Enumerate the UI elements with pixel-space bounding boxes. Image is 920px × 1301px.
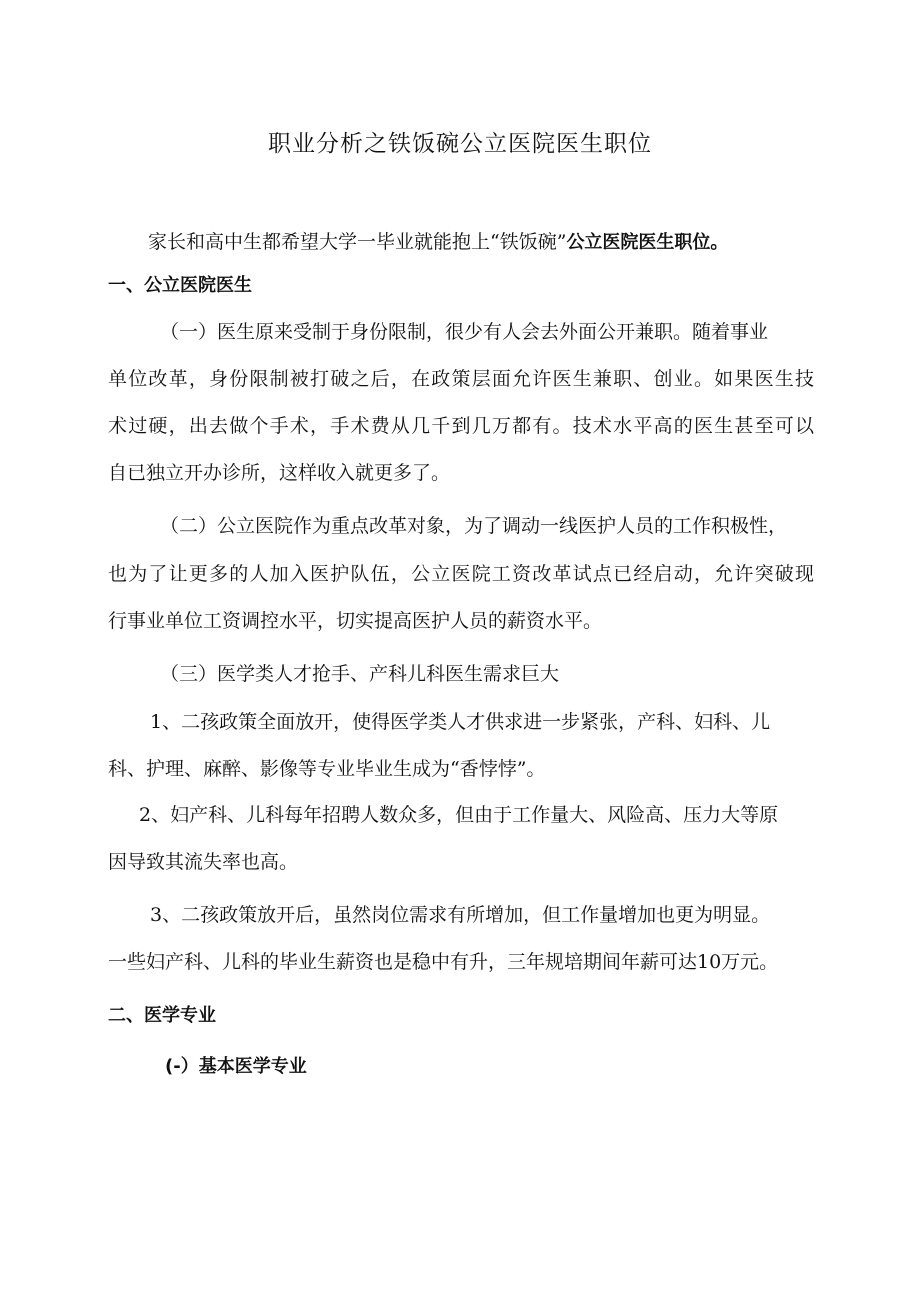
section2-heading: 二、医学专业 bbox=[108, 1005, 216, 1026]
section1-item1-line: 科、护理、麻醉、影像等专业毕业生成为“香悖悖”。 bbox=[108, 758, 546, 780]
section1-para1-line: 术过硬，出去做个手术，手术费从几千到几万都有。技术水平高的医生甚至可以 bbox=[108, 415, 814, 437]
section1-para1-line: 单位改革，身份限制被打破之后，在政策层面允许医生兼职、创业。如果医生技 bbox=[108, 368, 814, 390]
document-title: 职业分析之铁饭碗公立医院医生职位 bbox=[268, 131, 652, 157]
section1-para1-line: 自已独立开办诊所，这样收入就更多了。 bbox=[108, 462, 451, 484]
intro-bold-text: 公立医院医生职位。 bbox=[566, 232, 729, 253]
section1-item1-line: 1、二孩政策全面放开，使得医学类人才供求进一步紧张，产科、妇科、儿 bbox=[150, 711, 771, 733]
section1-item2-line: 2、妇产科、儿科每年招聘人数众多，但由于工作量大、风险高、压力大等原 bbox=[139, 804, 779, 826]
intro-paragraph bbox=[148, 228, 728, 257]
section1-para3: （三）医学类人才抢手、产科儿科医生需求巨大 bbox=[160, 663, 560, 685]
section1-para2-line: （二）公立医院作为重点改革对象，为了调动一线医护人员的工作积极性， bbox=[160, 515, 788, 537]
section1-heading: 一、公立医院医生 bbox=[108, 275, 252, 296]
section1-item2-line: 因导致其流失率也高。 bbox=[108, 851, 299, 873]
intro-text: 家长和高中生都希望大学一毕业就能抱上“铁饭碗” bbox=[148, 231, 567, 253]
section1-para2-line: 也为了让更多的人加入医护队伍，公立医院工资改革试点已经启动，允许突破现 bbox=[108, 563, 814, 585]
section2-subheading: (-）基本医学专业 bbox=[165, 1056, 307, 1077]
section1-item3-line: 一些妇产科、儿科的毕业生薪资也是稳中有升，三年规培期间年薪可达10万元。 bbox=[108, 951, 779, 973]
section1-para1-line: （一）医生原来受制于身份限制，很少有人会去外面公开兼职。随着事业 bbox=[160, 321, 769, 343]
section1-item3-line: 3、二孩政策放开后，虽然岗位需求有所增加，但工作量增加也更为明显。 bbox=[150, 904, 771, 926]
section1-para2-line: 行事业单位工资调控水平，切实提高医护人员的薪资水平。 bbox=[108, 610, 603, 632]
